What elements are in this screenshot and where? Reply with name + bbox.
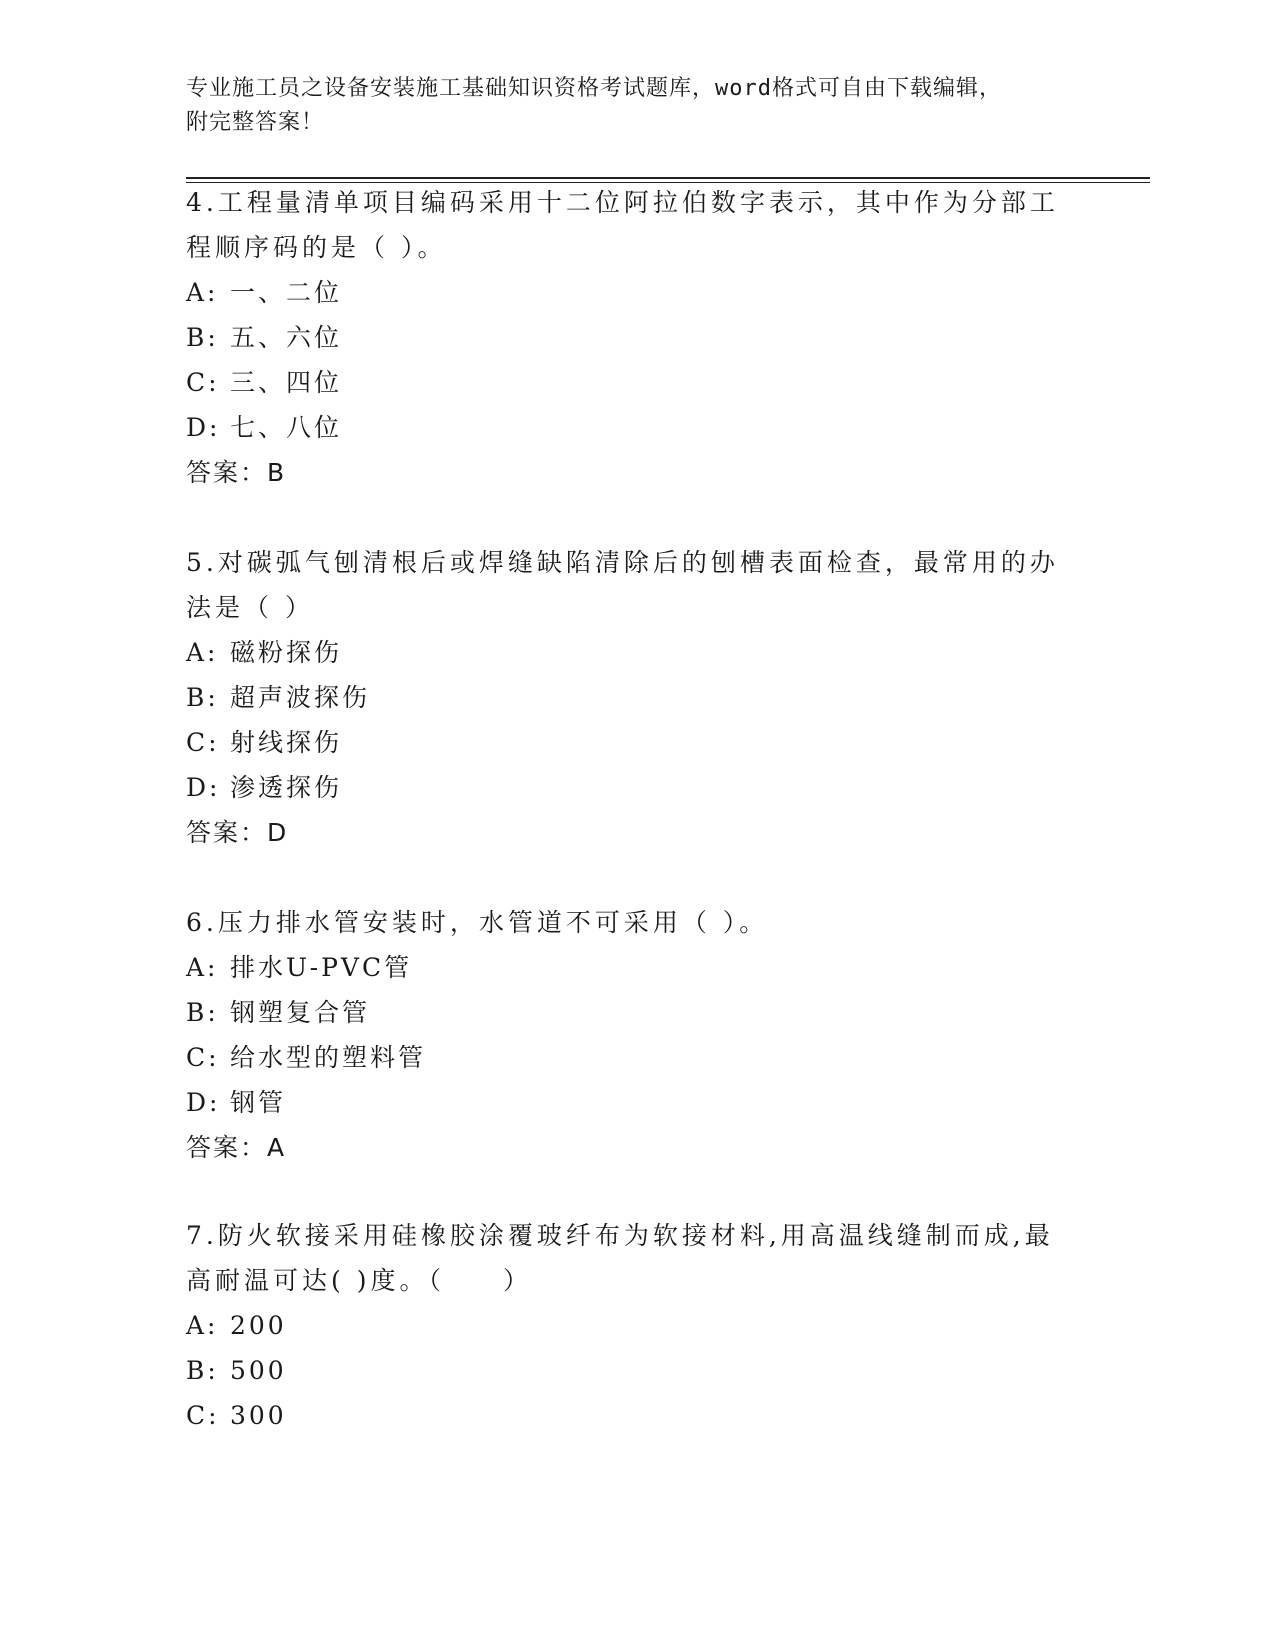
answer-text: 答案：D	[186, 818, 289, 847]
question-6	[186, 900, 1066, 1170]
option-c	[186, 720, 1066, 765]
question-stem: 6.压力排水管安装时，水管道不可采用（ ）。	[186, 908, 769, 937]
question-stem: 7.防火软接采用硅橡胶涂覆玻纤布为软接材料,用高温线缝制而成,最高耐温可达( )度。（ ）	[186, 1221, 1054, 1295]
option-key: A:	[186, 953, 219, 982]
document-header	[186, 72, 1086, 140]
question-5	[186, 540, 1066, 855]
option-key: C:	[186, 1043, 220, 1072]
option-key: C:	[186, 1401, 220, 1430]
option-text: 三、四位	[230, 368, 343, 397]
option-c	[186, 1035, 1066, 1080]
option-key: D:	[186, 1088, 221, 1117]
question-4	[186, 180, 1066, 495]
question-stem: 5.对碳弧气刨清根后或焊缝缺陷清除后的刨槽表面检查，最常用的办法是（ ）	[186, 548, 1059, 622]
option-text: 渗透探伤	[230, 773, 343, 802]
option-d	[186, 1080, 1066, 1125]
answer-text: 答案：A	[186, 1133, 287, 1162]
option-key: A:	[186, 1311, 219, 1340]
option-c	[186, 360, 1066, 405]
option-text: 给水型的塑料管	[230, 1043, 427, 1072]
option-text: 钢塑复合管	[230, 998, 371, 1027]
option-key: C:	[186, 728, 220, 757]
option-text: 射线探伤	[230, 728, 343, 757]
option-text: 一、二位	[230, 278, 343, 307]
header-line-2: 附完整答案！	[186, 110, 325, 135]
option-key: B:	[186, 1356, 219, 1385]
option-text: 磁粉探伤	[230, 638, 343, 667]
option-a	[186, 945, 1066, 990]
option-text: 300	[230, 1401, 287, 1430]
option-c	[186, 1393, 1066, 1438]
option-key: D:	[186, 773, 221, 802]
option-key: B:	[186, 683, 219, 712]
option-a	[186, 270, 1066, 315]
option-key: C:	[186, 368, 220, 397]
option-text: 排水U-PVC管	[230, 953, 413, 982]
option-d	[186, 765, 1066, 810]
option-b	[186, 1348, 1066, 1393]
option-key: D:	[186, 413, 221, 442]
option-key: B:	[186, 323, 219, 352]
answer-text: 答案：B	[186, 458, 287, 487]
option-d	[186, 405, 1066, 450]
option-text: 五、六位	[230, 323, 343, 352]
question-7	[186, 1213, 1066, 1438]
option-b	[186, 675, 1066, 720]
option-text: 500	[230, 1356, 287, 1385]
header-divider-top	[186, 177, 1150, 179]
option-key: B:	[186, 998, 219, 1027]
question-stem: 4.工程量清单项目编码采用十二位阿拉伯数字表示，其中作为分部工程顺序码的是（ ）。	[186, 188, 1059, 262]
option-b	[186, 990, 1066, 1035]
option-b	[186, 315, 1066, 360]
option-text: 200	[230, 1311, 287, 1340]
option-text: 超声波探伤	[230, 683, 371, 712]
option-key: A:	[186, 638, 219, 667]
option-a	[186, 630, 1066, 675]
option-text: 钢管	[230, 1088, 287, 1117]
option-key: A:	[186, 278, 219, 307]
option-text: 七、八位	[230, 413, 343, 442]
option-a	[186, 1303, 1066, 1348]
header-line-1: 专业施工员之设备安装施工基础知识资格考试题库，word格式可自由下载编辑，	[186, 76, 1002, 101]
